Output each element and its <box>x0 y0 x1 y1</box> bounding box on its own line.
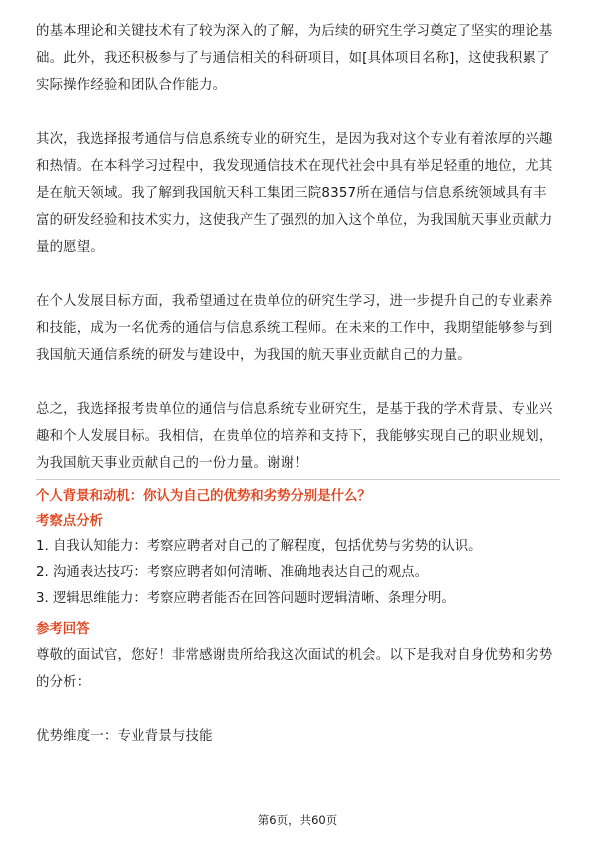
page-number: 第6页，共60页 <box>257 813 338 827</box>
analysis-item: 2. 沟通表达技巧：考察应聘者如何清晰、准确地表达自己的观点。 <box>36 565 428 580</box>
paragraph-academic-background: 的基本理论和关键技术有了较为深入的了解，为后续的研究生学习奠定了坚实的理论基础。此外，我还积极参与了与通信相关的科研项目，如[具体项目名称]，这使我积累了实际操作经验和团队合作能力。 <box>36 24 553 93</box>
answer-point: 优势维度一：专业背景与技能 <box>36 729 213 744</box>
paragraph-conclusion: 总之，我选择报考贵单位的通信与信息系统专业研究生，是基于我的学术背景、专业兴趣和个人发展目标。我相信，在贵单位的培养和支持下，我能够实现自己的职业规划，为我国航天事业贡献自己的一份力量。谢谢！ <box>36 402 553 471</box>
answer-heading: 参考回答 <box>36 622 90 637</box>
section-divider <box>36 479 560 480</box>
document-page <box>36 18 560 750</box>
paragraph-interest: 其次，我选择报考通信与信息系统专业的研究生，是因为我对这个专业有着浓厚的兴趣和热情。在本科学习过程中，我发现通信技术在现代社会中具有举足轻重的地位，尤其是在航天领域。我了解到我国航天科工集团三院8357所在通信与信息系统领域具有丰富的研发经验和技术实力，这使我产生了强烈的加入这个单位，为我国航天事业贡献力量的愿望。 <box>36 132 553 255</box>
analysis-heading: 考察点分析 <box>36 514 103 529</box>
answer-intro: 尊敬的面试官，您好！非常感谢贵所给我这次面试的机会。以下是我对自身优势和劣势的分析： <box>36 648 553 690</box>
paragraph-career-goals: 在个人发展目标方面，我希望通过在贵单位的研究生学习，进一步提升自己的专业素养和技能，成为一名优秀的通信与信息系统工程师。在未来的工作中，我期望能够参与到我国航天通信系统的研发与建设中，为我国的航天事业贡献自己的力量。 <box>36 294 553 363</box>
analysis-item: 1. 自我认知能力：考察应聘者对自己的了解程度，包括优势与劣势的认识。 <box>36 539 482 554</box>
analysis-item: 3. 逻辑思维能力：考察应聘者能否在回答问题时逻辑清晰、条理分明。 <box>36 591 455 606</box>
question-heading: 个人背景和动机：你认为自己的优势和劣势分别是什么？ <box>36 489 371 504</box>
